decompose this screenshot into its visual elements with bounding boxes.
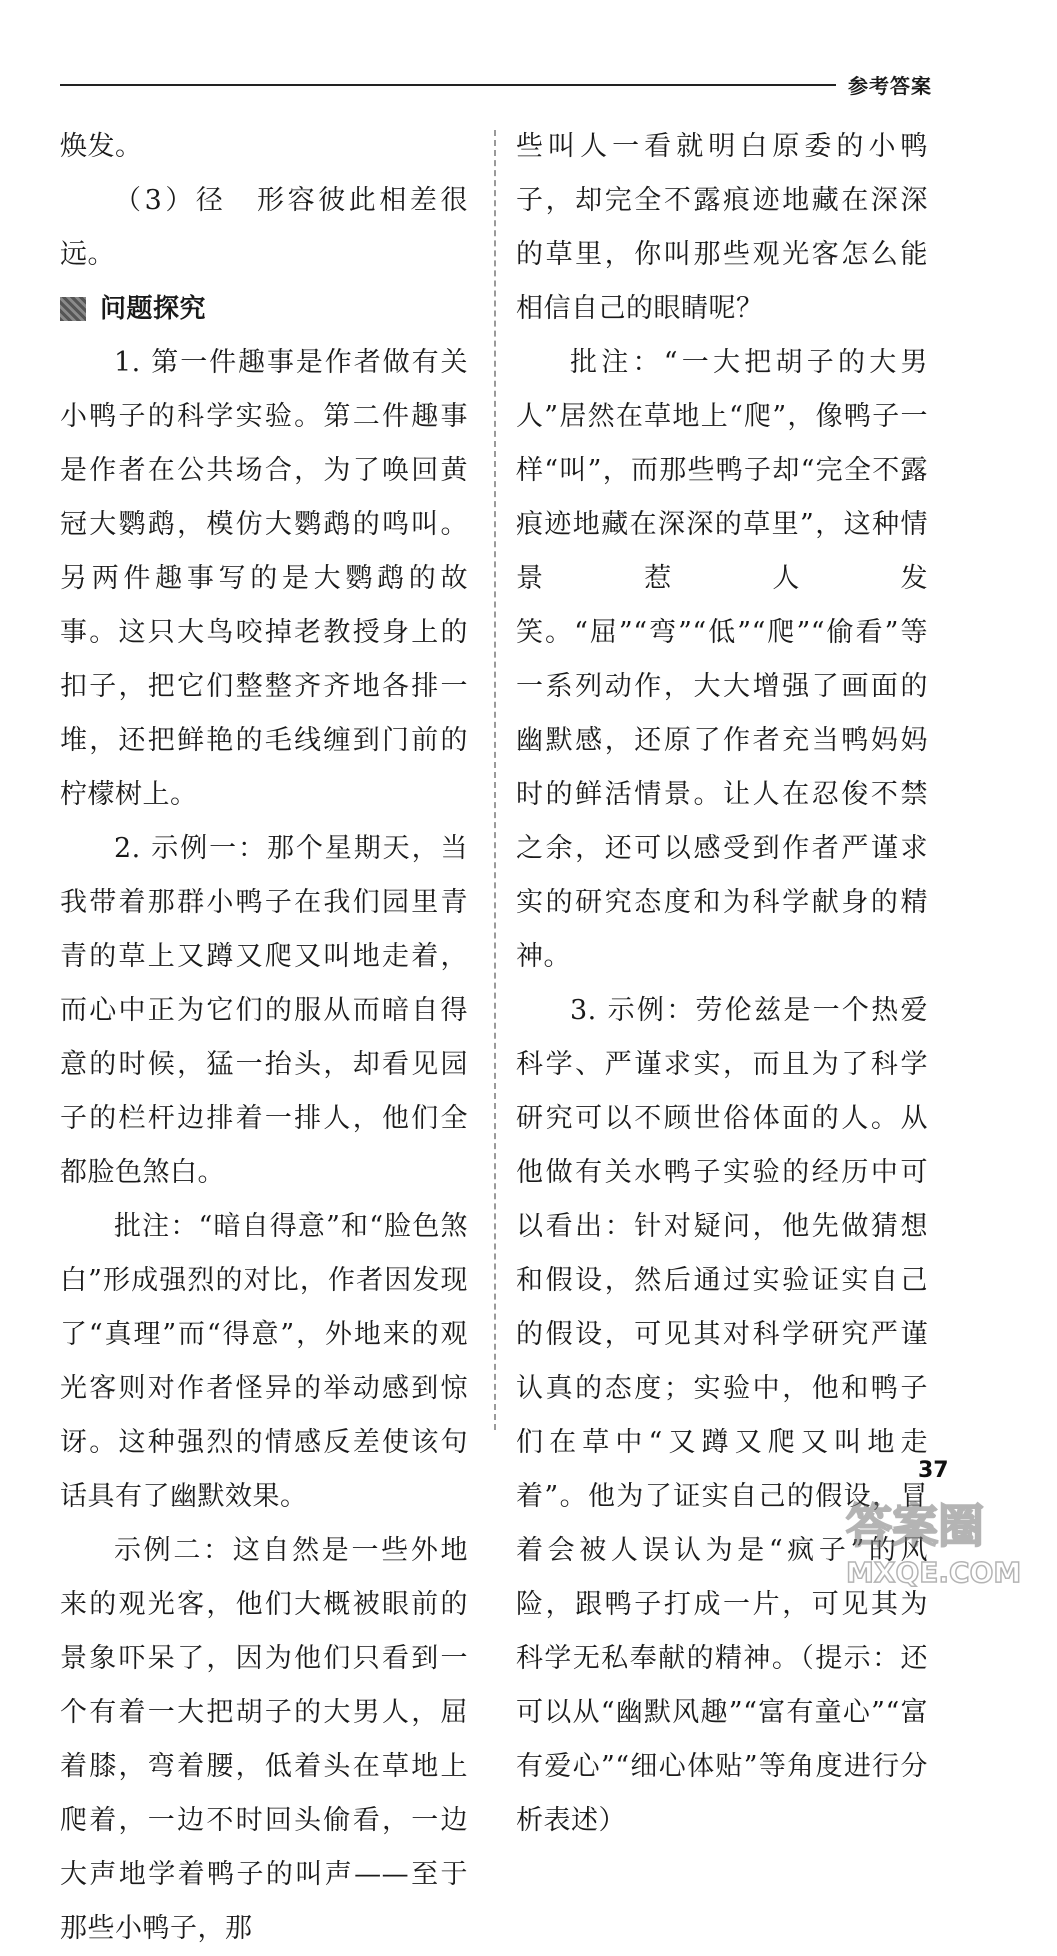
section-heading — [60, 282, 468, 336]
watermark-line-1: 答案圈 — [846, 1499, 984, 1553]
left-paragraph-1: 焕发。 — [60, 131, 143, 162]
watermark-logo — [838, 1490, 1043, 1594]
page-number: 37 — [918, 1458, 949, 1483]
left-column — [60, 120, 468, 1956]
section-square-icon — [60, 297, 86, 321]
right-paragraph-1: 些叫人一看就明白原委的小鸭子，却完全不露痕迹地藏在深深的草里，你叫那些观光客怎么能相信自己的眼睛呢？ — [516, 131, 928, 324]
right-paragraph-3: 3. 示例：劳伦兹是一个热爱科学、严谨求实，而且为了科学研究可以不顾世俗体面的人。从他做有关水鸭子实验的经历中可以看出：针对疑问，他先做猜想和假设，然后通过实验证实自己的假设，可见其对科学研究严谨认真的态度；实验中，他和鸭子们在草中“又蹲又爬又叫地走着”。他为了证实自己的假设，冒着会被人误认为是“疯子”的风险，跟鸭子打成一片，可见其为科学无私奉献的精神。（提示：还可以从“幽默风趣”“富有童心”“富有爱心”“细心体贴”等角度进行分析表述） — [516, 995, 928, 1836]
left-paragraph-3: 1. 第一件趣事是作者做有关小鸭子的科学实验。第二件趣事是作者在公共场合，为了唤回黄冠大鹦鹉，模仿大鹦鹉的鸣叫。另两件趣事写的是大鹦鹉的故事。这只大鸟咬掉老教授身上的扣子，把它们整整齐齐地各排一堆，还把鲜艳的毛线缠到门前的柠檬树上。 — [60, 347, 468, 810]
section-title: 问题探究 — [100, 294, 207, 324]
watermark-line-2: MXQE.COM — [846, 1556, 1022, 1589]
left-paragraph-4: 2. 示例一：那个星期天，当我带着那群小鸭子在我们园里青青的草上又蹲又爬又叫地走着，而心中正为它们的服从而暗自得意的时候，猛一抬头，却看见园子的栏杆边排着一排人，他们全都脸色煞白。 — [60, 833, 468, 1188]
left-paragraph-2: （3）径 形容彼此相差很远。 — [60, 185, 468, 270]
left-paragraph-6: 示例二：这自然是一些外地来的观光客，他们大概被眼前的景象吓呆了，因为他们只看到一个有着一大把胡子的大男人，屈着膝，弯着腰，低着头在草地上爬着，一边不时回头偷看，一边大声地学着鸭子的叫声——至于那些小鸭子，那 — [60, 1535, 468, 1944]
header-title: 参考答案 — [848, 74, 932, 98]
header-rule — [60, 84, 836, 86]
column-divider — [494, 130, 496, 1430]
left-paragraph-5: 批注：“暗自得意”和“脸色煞白”形成强烈的对比，作者因发现了“真理”而“得意”，外地来的观光客则对作者怪异的举动感到惊讶。这种强烈的情感反差使该句话具有了幽默效果。 — [60, 1211, 468, 1512]
right-paragraph-2: 批注：“一大把胡子的大男人”居然在草地上“爬”，像鸭子一样“叫”，而那些鸭子却“完全不露痕迹地藏在深深的草里”，这种情景惹人发笑。“屈”“弯”“低”“爬”“偷看”等一系列动作，大大增强了画面的幽默感，还原了作者充当鸭妈妈时的鲜活情景。让人在忍俊不禁之余，还可以感受到作者严谨求实的研究态度和为科学献身的精神。 — [516, 347, 928, 972]
